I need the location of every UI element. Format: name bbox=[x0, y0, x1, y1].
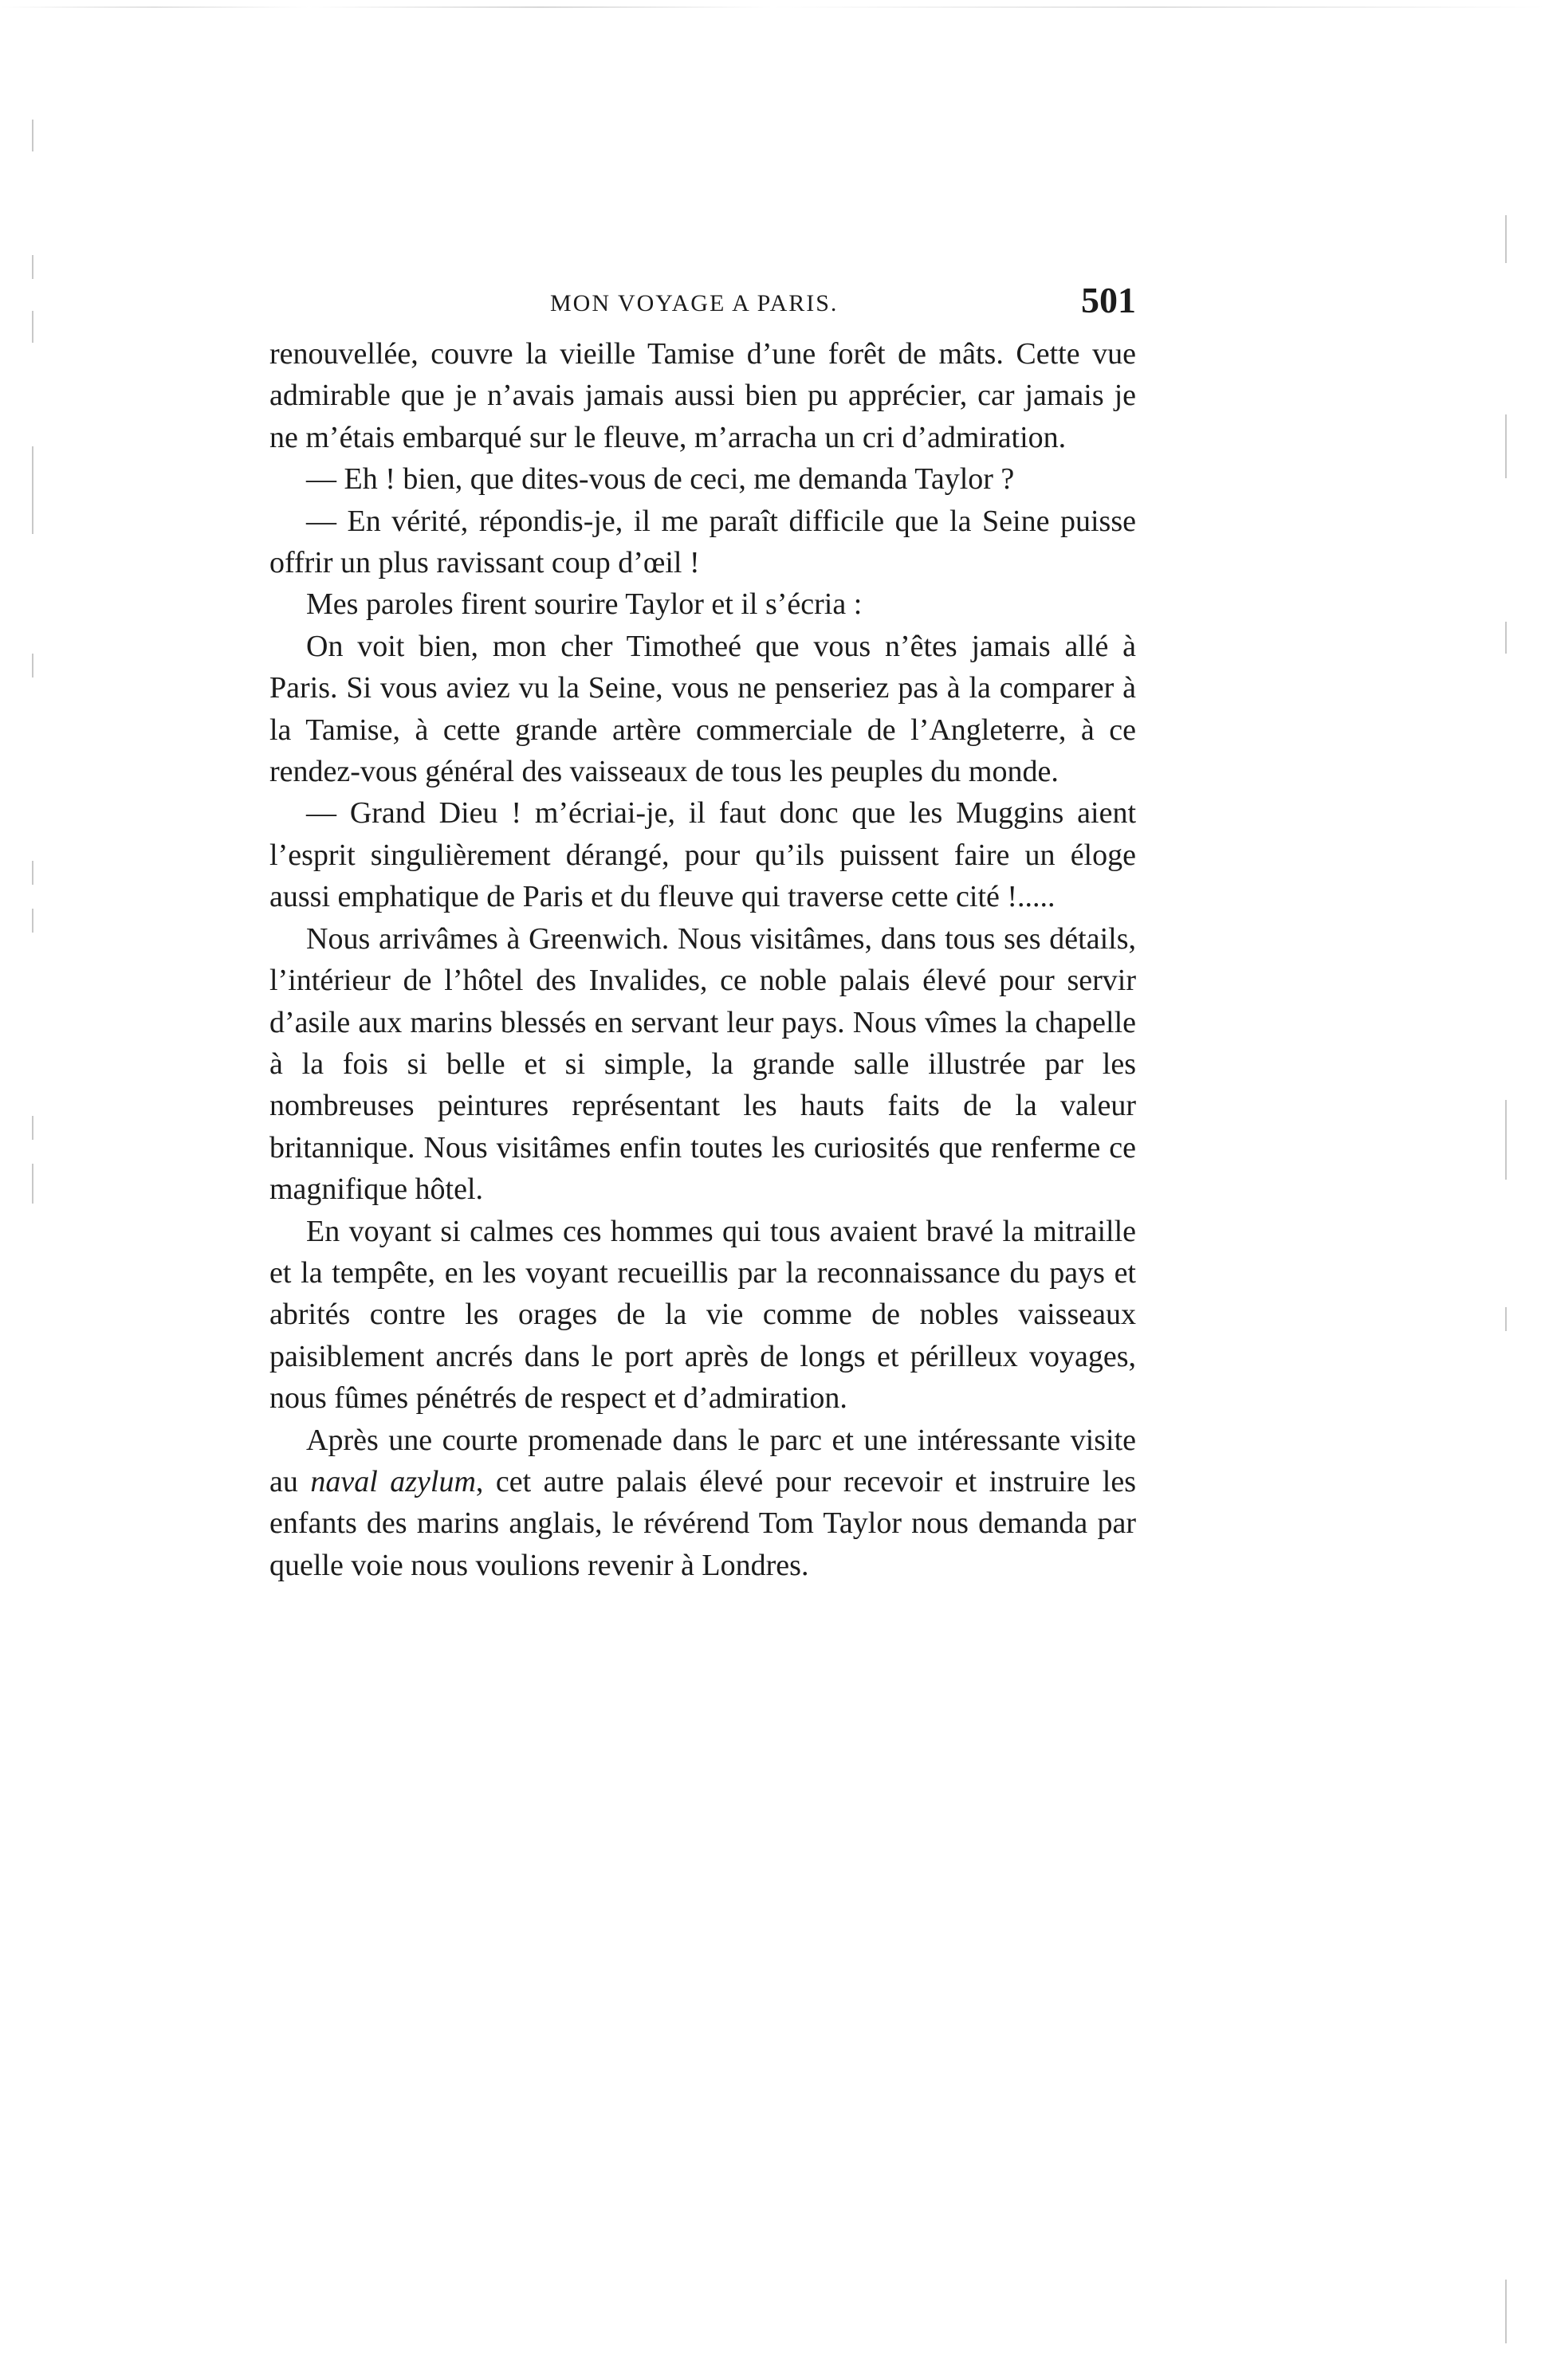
paragraph-dialogue: — Grand Dieu ! m’écriai-je, il faut donc que les Muggins aient l’esprit singulièrement dérangé, pour qu’ils puissent faire un éloge aussi emphatique de Paris et du fleuve qui traverse cette cité !..... bbox=[269, 796, 1136, 914]
paragraph-continuation: renouvellée, couvre la vieille Tamise d’une forêt de mâts. Cette vue admirable que je n’avais jamais aussi bien pu apprécier, car jamais je ne m’étais embarqué sur le fleuve, m’arracha un cri d’admiration. bbox=[269, 337, 1136, 454]
scan-mark-left bbox=[32, 446, 33, 478]
italic-term: naval azylum bbox=[310, 1464, 476, 1498]
running-title: MON VOYAGE A PARIS. bbox=[550, 290, 839, 316]
paragraph: Mes paroles firent sourire Taylor et il s’écria : bbox=[306, 587, 863, 622]
scan-mark-left bbox=[32, 1116, 33, 1140]
scan-mark-left bbox=[32, 255, 33, 279]
scan-mark-left bbox=[32, 909, 33, 933]
scan-mark-right bbox=[1505, 1100, 1507, 1180]
paragraph-dialogue: — En vérité, répondis-je, il me paraît difficile que la Seine puisse offrir un plus ravissant coup d’œil ! bbox=[269, 504, 1136, 580]
scan-mark-right bbox=[1505, 414, 1507, 478]
page-body bbox=[269, 333, 1136, 1586]
scan-mark-right bbox=[1505, 2280, 1507, 2343]
paragraph: Nous arrivâmes à Greenwich. Nous visitâmes, dans tous ses détails, l’intérieur de l’hôtel des Invalides, ce noble palais élevé pour servir d’asile aux marins blessés en servant leur pays. Nous vîmes la chapelle à la fois si belle et si simple, la grande salle illustrée par les nombreuses peintures représentant les hauts faits de la valeur britannique. Nous visitâmes enfin toutes les curiosités que renferme ce magnifique hôtel. bbox=[269, 921, 1136, 1207]
scan-mark-right bbox=[1505, 215, 1507, 263]
paragraph-dialogue: — Eh ! bien, que dites-vous de ceci, me demanda Taylor ? bbox=[306, 462, 1015, 497]
scan-mark-left bbox=[32, 861, 33, 885]
scan-mark-left bbox=[32, 1164, 33, 1204]
paragraph-dialogue: On voit bien, mon cher Timotheé que vous n’êtes jamais allé à Paris. Si vous aviez vu la Seine, vous ne penseriez pas à la comparer à la Tamise, à cette grande artère commerciale de l’Angleterre, à ce rendez-vous général des vaisseaux de tous les peuples du monde. bbox=[269, 629, 1136, 789]
scan-mark-left bbox=[32, 654, 33, 677]
page-number: 501 bbox=[1081, 280, 1136, 320]
scan-mark-right bbox=[1505, 1307, 1507, 1331]
scan-edge-top bbox=[0, 6, 1545, 8]
paragraph-text: Après une courte promenade dans le parc et une intéressante visite au bbox=[269, 1423, 1136, 1498]
paragraph: En voyant si calmes ces hommes qui tous avaient bravé la mitraille et la tempête, en les voyant recueillis par la reconnaissance du pays et abrités contre les orages de la vie comme de nobles vaisseaux paisiblement ancrés dans le port après de longs et périlleux voyages, nous fûmes pénétrés de respect et d’admiration. bbox=[269, 1214, 1136, 1416]
paragraph-text: , cet autre palais élevé pour recevoir et instruire les enfants des marins anglais, le révérend Tom Taylor nous demanda par quelle voie nous voulions revenir à Londres. bbox=[269, 1464, 1137, 1582]
paragraph bbox=[269, 1420, 1136, 1587]
scan-mark-left bbox=[32, 120, 33, 151]
page-header bbox=[239, 279, 1136, 327]
scan-mark-left bbox=[32, 311, 33, 343]
scan-mark-left bbox=[32, 478, 33, 534]
scan-mark-right bbox=[1505, 622, 1507, 654]
